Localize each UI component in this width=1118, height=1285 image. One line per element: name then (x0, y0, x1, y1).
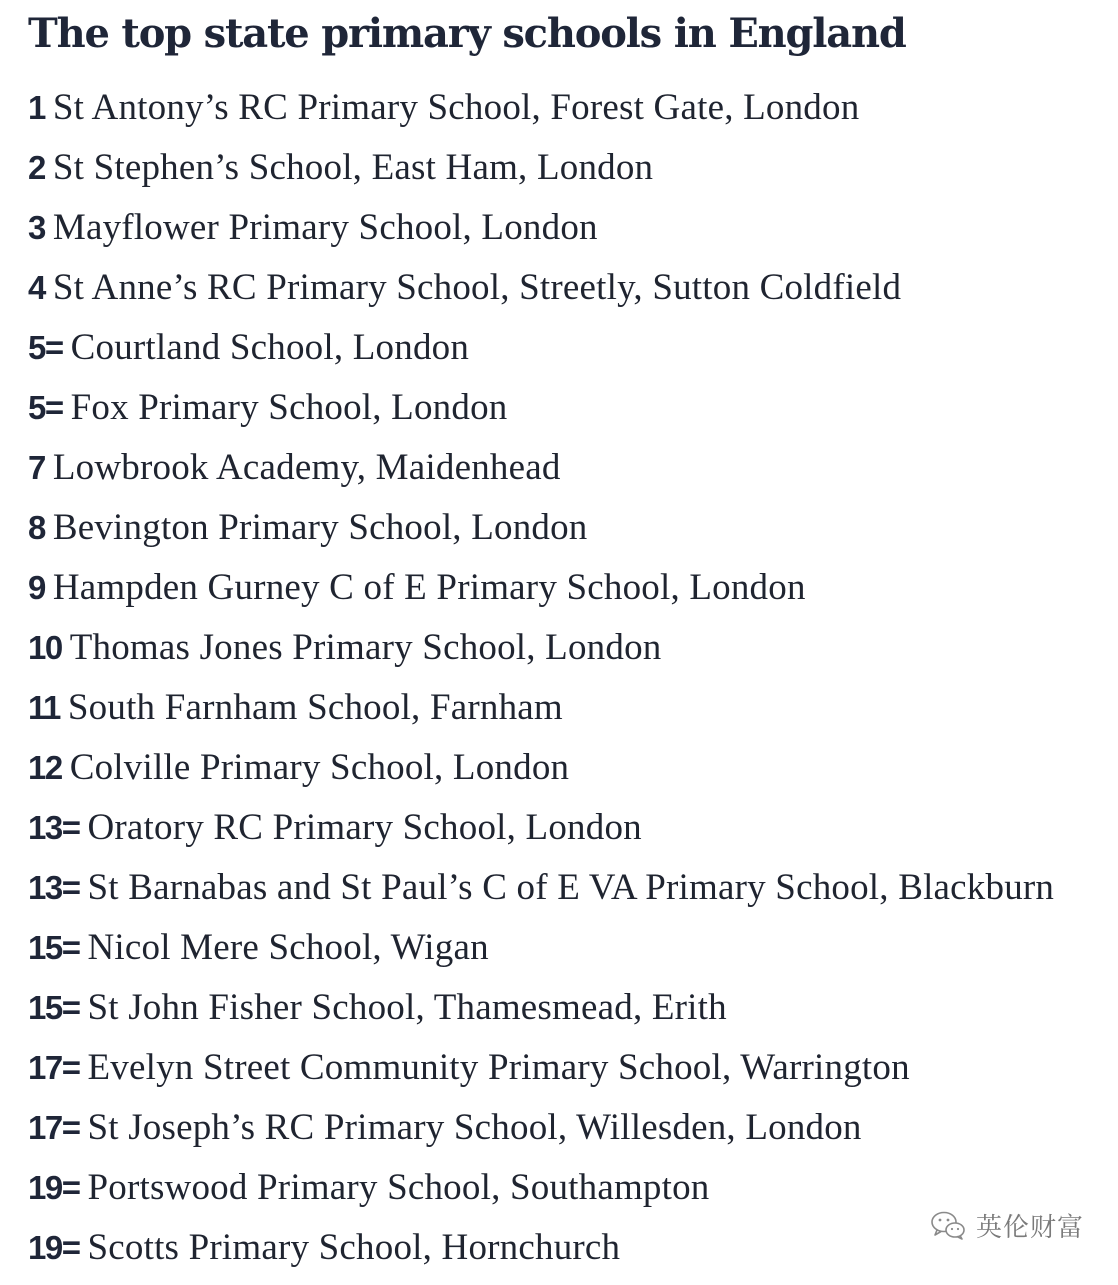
school-rank: 1 (28, 89, 45, 126)
list-item (28, 378, 1054, 438)
list-item (28, 438, 1054, 498)
school-name: Colville Primary School, London (69, 747, 570, 788)
wechat-icon (928, 1205, 968, 1245)
list-item (28, 498, 1054, 558)
list-item (28, 738, 1054, 798)
school-rank: 19= (28, 1169, 80, 1206)
school-name: Oratory RC Primary School, London (87, 807, 642, 848)
school-rank: 13= (28, 809, 80, 846)
list-item (28, 1218, 1054, 1278)
school-rank: 19= (28, 1229, 80, 1266)
school-name: Scotts Primary School, Hornchurch (87, 1227, 621, 1268)
list-item (28, 78, 1054, 138)
list-item (28, 618, 1054, 678)
list-item (28, 858, 1054, 918)
school-name: Thomas Jones Primary School, London (69, 627, 662, 668)
school-rank: 5= (28, 329, 63, 366)
school-name: Fox Primary School, London (70, 387, 508, 428)
school-rank: 3 (28, 209, 45, 246)
school-rank: 10 (28, 629, 62, 666)
school-rank: 15= (28, 929, 80, 966)
school-rank: 9 (28, 569, 45, 606)
school-name: St Stephen’s School, East Ham, London (52, 147, 654, 188)
list-item (28, 678, 1054, 738)
list-item (28, 1038, 1054, 1098)
school-name: St Joseph’s RC Primary School, Willesden, London (87, 1107, 862, 1148)
list-item (28, 138, 1054, 198)
list-item (28, 1098, 1054, 1158)
school-rank: 13= (28, 869, 80, 906)
school-name: St Barnabas and St Paul’s C of E VA Primary School, Blackburn (87, 867, 1055, 908)
school-rank: 12 (28, 749, 62, 786)
school-rank: 17= (28, 1109, 80, 1146)
school-name: Hampden Gurney C of E Primary School, London (52, 567, 806, 608)
school-rank: 15= (28, 989, 80, 1026)
list-item (28, 198, 1054, 258)
school-name: Evelyn Street Community Primary School, Warrington (87, 1047, 910, 1088)
watermark-text: 英伦财富 (975, 1212, 1084, 1243)
school-name: St Antony’s RC Primary School, Forest Gate, London (52, 87, 860, 128)
school-name: Bevington Primary School, London (52, 507, 588, 548)
school-name: South Farnham School, Farnham (67, 687, 563, 728)
list-item (28, 318, 1054, 378)
school-rank: 8 (28, 509, 45, 546)
school-name: Courtland School, London (70, 327, 470, 368)
list-item (28, 918, 1054, 978)
school-rank: 2 (28, 149, 45, 186)
school-name: St Anne’s RC Primary School, Streetly, Sutton Coldfield (52, 267, 902, 308)
school-rank: 5= (28, 389, 63, 426)
watermark (928, 1205, 1084, 1245)
school-rank: 7 (28, 449, 45, 486)
school-rank: 4 (28, 269, 45, 306)
school-name: Portswood Primary School, Southampton (87, 1167, 710, 1208)
list-item (28, 558, 1054, 618)
school-name: St John Fisher School, Thamesmead, Erith (87, 987, 727, 1028)
school-name: Lowbrook Academy, Maidenhead (52, 447, 561, 488)
school-ranking-list (28, 78, 1054, 1278)
school-rank: 17= (28, 1049, 80, 1086)
page-title: The top state primary schools in England (28, 10, 906, 57)
list-item (28, 258, 1054, 318)
school-name: Nicol Mere School, Wigan (87, 927, 489, 968)
list-item (28, 978, 1054, 1038)
list-item (28, 1158, 1054, 1218)
list-item (28, 798, 1054, 858)
school-rank: 11 (28, 689, 60, 726)
school-name: Mayflower Primary School, London (52, 207, 598, 248)
